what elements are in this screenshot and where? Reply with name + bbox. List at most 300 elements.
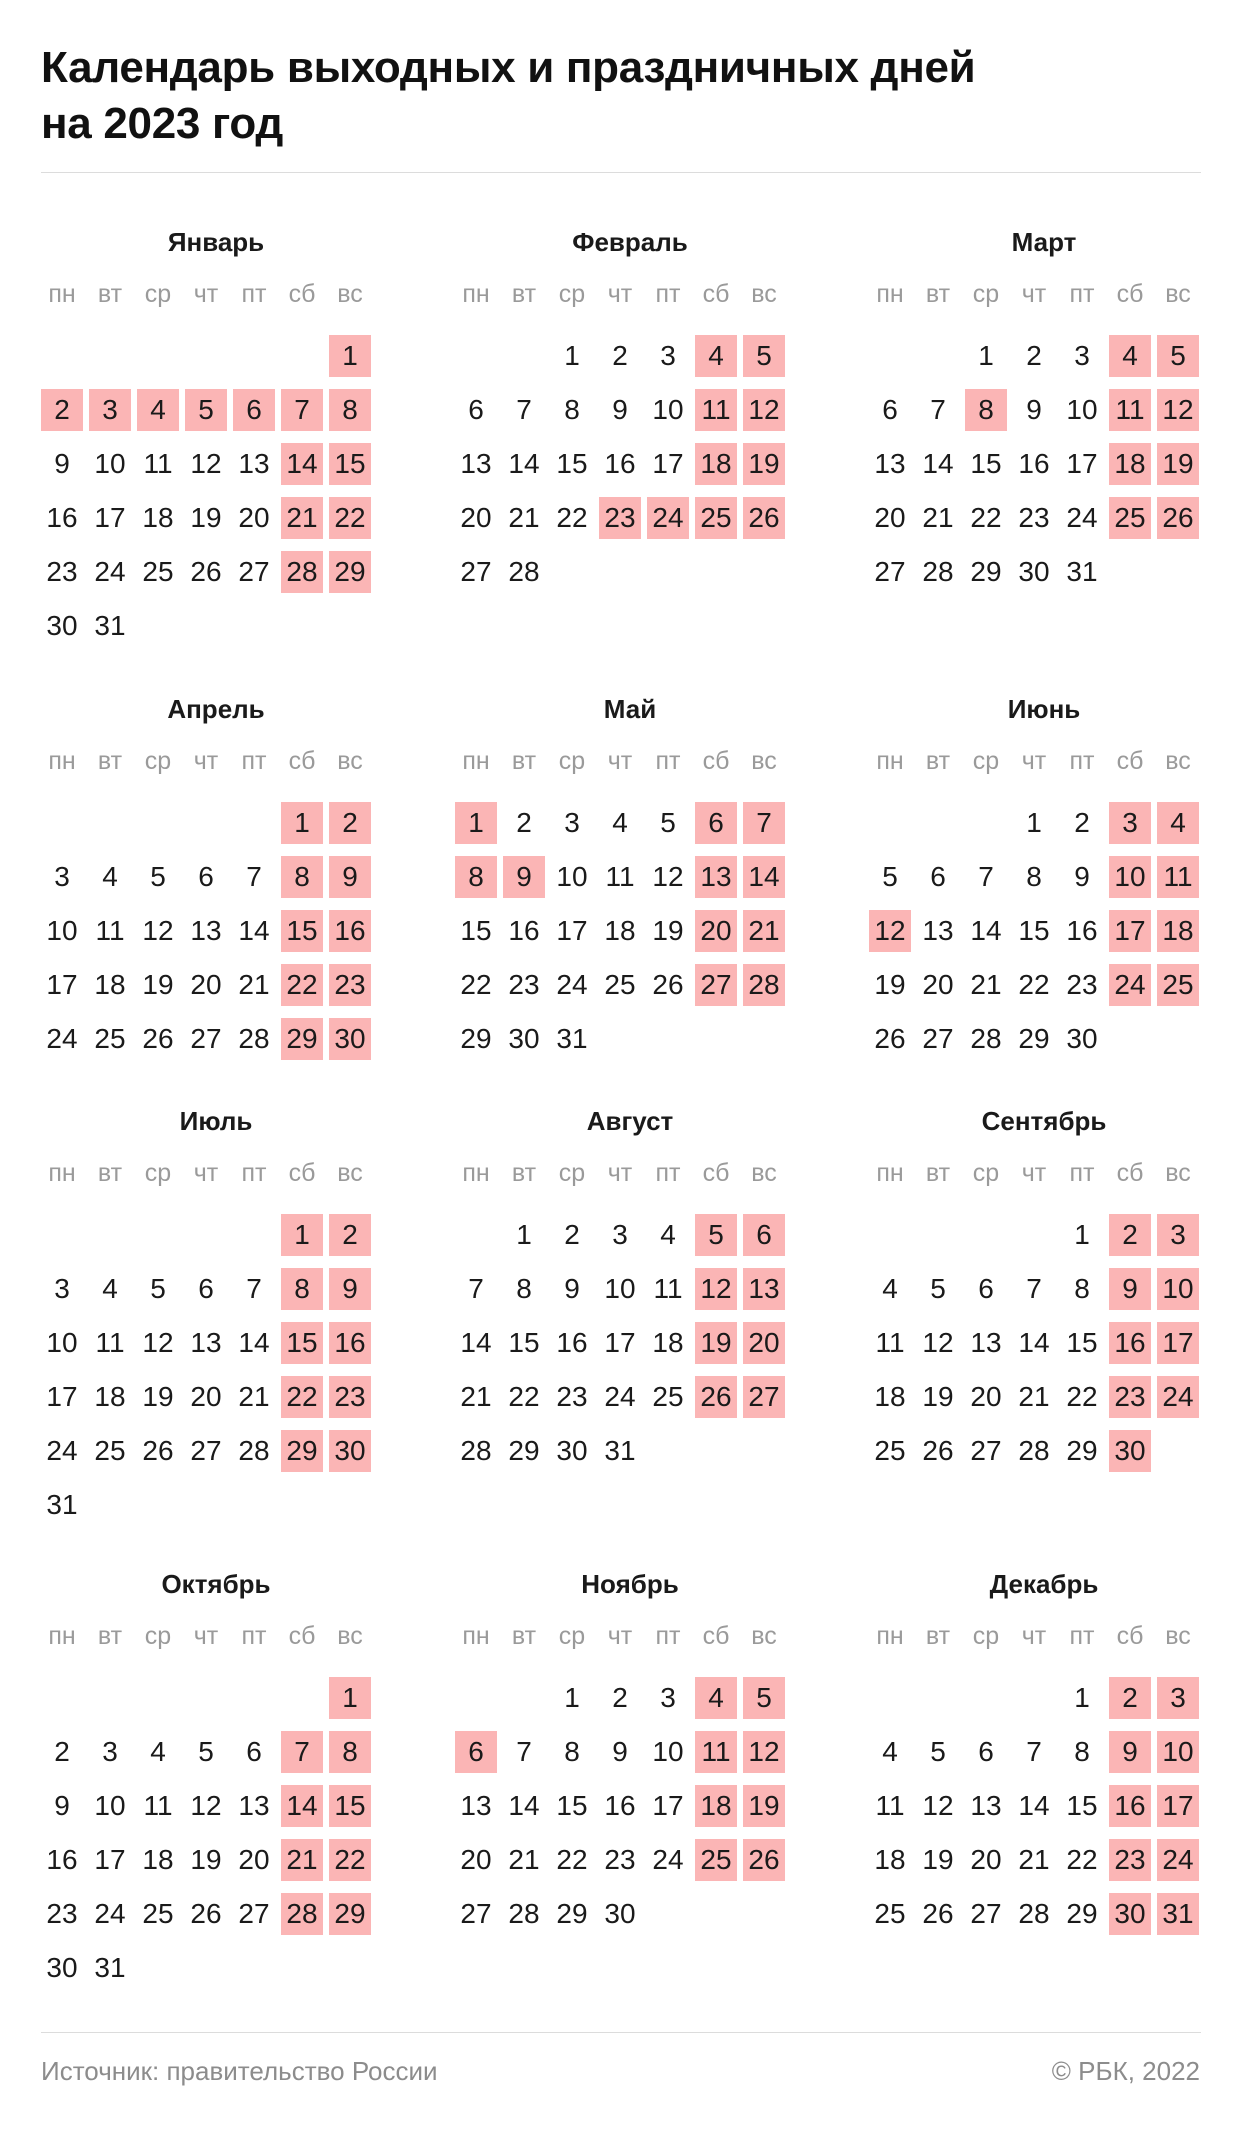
- month-name: Март: [1011, 227, 1077, 257]
- day-cell: 3: [54, 1273, 70, 1304]
- day-cell: 7: [1026, 1273, 1042, 1304]
- weekday-label: чт: [1021, 280, 1047, 308]
- day-cell: 3: [564, 807, 580, 838]
- day-cell: 19: [874, 969, 906, 1000]
- day-cell: 15: [508, 1327, 540, 1358]
- day-cell-holiday: 23: [1109, 1839, 1151, 1881]
- day-cell: 13: [460, 448, 492, 479]
- day-cell: 8: [516, 1273, 532, 1304]
- day-cell-holiday: 16: [329, 1322, 371, 1364]
- weekday-label: ср: [558, 1159, 586, 1187]
- day-cell: 17: [652, 1790, 684, 1821]
- day-cell: 20: [970, 1844, 1002, 1875]
- day-cell: 24: [46, 1435, 78, 1466]
- weekday-label: вс: [337, 747, 363, 775]
- weekday-label: сб: [288, 280, 316, 308]
- day-cell: 26: [190, 556, 222, 587]
- day-cell: 3: [612, 1219, 628, 1250]
- day-cell: 26: [922, 1898, 954, 1929]
- day-cell-holiday: 25: [1157, 964, 1199, 1006]
- day-cell: 28: [922, 556, 954, 587]
- day-cell-holiday: 23: [1109, 1376, 1151, 1418]
- top-divider: [41, 172, 1201, 173]
- day-cell: 2: [1074, 807, 1090, 838]
- day-cell: 13: [970, 1327, 1002, 1358]
- day-cell: 29: [508, 1435, 540, 1466]
- weekday-label: вс: [751, 280, 777, 308]
- day-cell: 11: [143, 448, 173, 479]
- day-cell: 20: [190, 1381, 222, 1412]
- day-cell: 26: [652, 969, 684, 1000]
- day-cell: 14: [238, 915, 270, 946]
- weekday-label: вт: [925, 747, 951, 775]
- month-name: Август: [586, 1106, 674, 1136]
- day-cell: 29: [556, 1898, 588, 1929]
- day-cell: 18: [652, 1327, 684, 1358]
- day-cell-holiday: 28: [281, 551, 323, 593]
- day-cell: 28: [238, 1435, 270, 1466]
- day-cell: 19: [142, 1381, 174, 1412]
- day-cell: 19: [142, 969, 174, 1000]
- day-cell: 27: [922, 1023, 954, 1054]
- day-cell: 13: [970, 1790, 1002, 1821]
- day-cell: 16: [604, 448, 636, 479]
- day-cell-holiday: 29: [329, 551, 371, 593]
- day-cell: 23: [1066, 969, 1098, 1000]
- weekday-label: вт: [97, 1159, 123, 1187]
- day-cell-holiday: 19: [743, 1785, 785, 1827]
- day-cell: 12: [922, 1790, 954, 1821]
- day-cell: 1: [1026, 807, 1042, 838]
- day-cell: 28: [460, 1435, 492, 1466]
- day-cell: 2: [54, 1736, 70, 1767]
- day-cell-holiday: 11: [695, 389, 737, 431]
- day-cell: 3: [660, 340, 676, 371]
- day-cell: 27: [190, 1023, 222, 1054]
- day-cell: 12: [142, 915, 174, 946]
- day-cell: 12: [922, 1327, 954, 1358]
- day-cell-holiday: 10: [1157, 1268, 1199, 1310]
- month-name: Апрель: [167, 694, 265, 724]
- copyright-note: © РБК, 2022: [1051, 2056, 1200, 2086]
- day-cell: 4: [660, 1219, 676, 1250]
- weekday-label: вт: [511, 1622, 537, 1650]
- weekday-label: чт: [607, 1622, 633, 1650]
- day-cell: 1: [516, 1219, 532, 1250]
- day-cell-holiday: 25: [695, 497, 737, 539]
- day-cell-holiday: 13: [695, 856, 737, 898]
- weekday-label: ср: [972, 747, 1000, 775]
- day-cell-holiday: 15: [281, 1322, 323, 1364]
- day-cell: 19: [190, 1844, 222, 1875]
- day-cell: 18: [142, 502, 174, 533]
- weekday-label: сб: [702, 1622, 730, 1650]
- day-cell: 27: [238, 556, 270, 587]
- weekday-label: пт: [241, 747, 267, 775]
- weekday-label: пт: [655, 280, 681, 308]
- day-cell: 14: [970, 915, 1002, 946]
- day-cell-holiday: 22: [281, 1376, 323, 1418]
- day-cell: 9: [54, 1790, 70, 1821]
- day-cell: 26: [190, 1898, 222, 1929]
- day-cell-holiday: 1: [329, 1677, 371, 1719]
- day-cell: 21: [1018, 1844, 1050, 1875]
- weekday-label: чт: [607, 1159, 633, 1187]
- day-cell: 3: [54, 861, 70, 892]
- day-cell-holiday: 24: [1109, 964, 1151, 1006]
- day-cell-holiday: 1: [455, 802, 497, 844]
- day-cell: 5: [882, 861, 898, 892]
- day-cell: 1: [978, 340, 994, 371]
- day-cell: 10: [652, 1736, 684, 1767]
- day-cell-holiday: 4: [695, 1677, 737, 1719]
- day-cell: 21: [970, 969, 1002, 1000]
- day-cell: 20: [460, 502, 492, 533]
- day-cell: 27: [970, 1898, 1002, 1929]
- weekday-label: чт: [193, 280, 219, 308]
- day-cell: 18: [874, 1381, 906, 1412]
- day-cell-holiday: 12: [1157, 389, 1199, 431]
- page-title-line-2: на 2023 год: [41, 99, 284, 148]
- day-cell-holiday: 18: [695, 443, 737, 485]
- weekday-label: пн: [876, 747, 904, 775]
- weekday-label: сб: [288, 1159, 316, 1187]
- weekday-label: пн: [462, 280, 490, 308]
- day-cell: 27: [460, 556, 492, 587]
- day-cell: 21: [508, 502, 540, 533]
- day-cell-holiday: 9: [329, 856, 371, 898]
- day-cell: 27: [970, 1435, 1002, 1466]
- weekday-label: ср: [144, 747, 172, 775]
- day-cell: 24: [94, 556, 126, 587]
- weekday-label: ср: [144, 280, 172, 308]
- day-cell: 1: [1074, 1219, 1090, 1250]
- month-name: Февраль: [572, 227, 688, 257]
- day-cell: 25: [604, 969, 636, 1000]
- weekday-label: сб: [1116, 747, 1144, 775]
- day-cell: 16: [1066, 915, 1098, 946]
- day-cell: 20: [190, 969, 222, 1000]
- day-cell: 5: [660, 807, 676, 838]
- weekday-label: сб: [1116, 280, 1144, 308]
- day-cell: 4: [102, 1273, 118, 1304]
- day-cell: 6: [978, 1273, 994, 1304]
- day-cell: 25: [874, 1898, 906, 1929]
- day-cell: 11: [875, 1790, 905, 1821]
- day-cell: 28: [1018, 1898, 1050, 1929]
- day-cell-holiday: 24: [647, 497, 689, 539]
- day-cell-holiday: 30: [329, 1018, 371, 1060]
- day-cell-holiday: 23: [329, 1376, 371, 1418]
- day-cell: 11: [95, 915, 125, 946]
- weekday-label: пн: [462, 1159, 490, 1187]
- day-cell: 8: [564, 394, 580, 425]
- day-cell: 9: [1074, 861, 1090, 892]
- day-cell: 10: [46, 915, 78, 946]
- day-cell-holiday: 29: [329, 1893, 371, 1935]
- day-cell-holiday: 7: [281, 1731, 323, 1773]
- weekday-label: чт: [1021, 1622, 1047, 1650]
- weekday-label: вс: [1165, 1159, 1191, 1187]
- month-name: Ноябрь: [581, 1569, 679, 1599]
- weekday-label: вс: [337, 280, 363, 308]
- day-cell-holiday: 18: [695, 1785, 737, 1827]
- day-cell: 6: [198, 861, 214, 892]
- day-cell: 7: [516, 394, 532, 425]
- day-cell: 13: [238, 1790, 270, 1821]
- day-cell: 20: [238, 502, 270, 533]
- day-cell: 10: [94, 448, 126, 479]
- day-cell: 15: [556, 448, 588, 479]
- day-cell-holiday: 30: [1109, 1430, 1151, 1472]
- day-cell-holiday: 31: [1157, 1893, 1199, 1935]
- day-cell: 28: [970, 1023, 1002, 1054]
- day-cell: 24: [604, 1381, 636, 1412]
- weekday-label: вт: [97, 747, 123, 775]
- day-cell: 13: [190, 915, 222, 946]
- day-cell: 14: [1018, 1327, 1050, 1358]
- day-cell-holiday: 3: [1109, 802, 1151, 844]
- source-note: Источник: правительство России: [41, 2056, 438, 2086]
- day-cell: 23: [46, 556, 78, 587]
- day-cell: 7: [1026, 1736, 1042, 1767]
- day-cell: 24: [1066, 502, 1098, 533]
- day-cell: 20: [874, 502, 906, 533]
- day-cell: 4: [150, 1736, 166, 1767]
- weekday-label: пт: [1069, 1622, 1095, 1650]
- day-cell-holiday: 5: [695, 1214, 737, 1256]
- day-cell-holiday: 3: [89, 389, 131, 431]
- day-cell-holiday: 14: [281, 1785, 323, 1827]
- day-cell: 19: [652, 915, 684, 946]
- day-cell-holiday: 4: [137, 389, 179, 431]
- month-name: Октябрь: [161, 1569, 271, 1599]
- day-cell: 22: [1066, 1381, 1098, 1412]
- weekday-label: сб: [702, 747, 730, 775]
- day-cell: 14: [508, 1790, 540, 1821]
- day-cell: 25: [142, 1898, 174, 1929]
- day-cell: 6: [198, 1273, 214, 1304]
- weekday-label: пт: [241, 280, 267, 308]
- day-cell: 5: [150, 861, 166, 892]
- month-name: Июнь: [1007, 694, 1081, 724]
- day-cell-holiday: 21: [743, 910, 785, 952]
- day-cell: 6: [930, 861, 946, 892]
- day-cell: 21: [238, 1381, 270, 1412]
- day-cell-holiday: 27: [743, 1376, 785, 1418]
- day-cell: 18: [604, 915, 636, 946]
- day-cell: 13: [922, 915, 954, 946]
- weekday-label: вс: [337, 1159, 363, 1187]
- day-cell-holiday: 17: [1109, 910, 1151, 952]
- day-cell-holiday: 19: [743, 443, 785, 485]
- day-cell-holiday: 9: [503, 856, 545, 898]
- day-cell-holiday: 8: [281, 1268, 323, 1310]
- day-cell: 18: [874, 1844, 906, 1875]
- weekday-label: пн: [48, 747, 76, 775]
- day-cell: 13: [238, 448, 270, 479]
- day-cell-holiday: 15: [329, 443, 371, 485]
- day-cell: 15: [460, 915, 492, 946]
- day-cell: 21: [460, 1381, 492, 1412]
- weekday-label: вт: [511, 280, 537, 308]
- weekday-label: вс: [751, 747, 777, 775]
- day-cell: 10: [556, 861, 588, 892]
- day-cell-holiday: 13: [743, 1268, 785, 1310]
- day-cell-holiday: 22: [329, 497, 371, 539]
- day-cell: 17: [94, 1844, 126, 1875]
- day-cell: 11: [653, 1273, 683, 1304]
- day-cell: 3: [660, 1682, 676, 1713]
- day-cell: 10: [1066, 394, 1098, 425]
- day-cell-holiday: 12: [695, 1268, 737, 1310]
- day-cell: 16: [604, 1790, 636, 1821]
- day-cell-holiday: 8: [455, 856, 497, 898]
- day-cell: 29: [1066, 1898, 1098, 1929]
- day-cell-holiday: 1: [281, 802, 323, 844]
- day-cell-holiday: 26: [695, 1376, 737, 1418]
- day-cell: 31: [94, 1952, 126, 1983]
- day-cell: 25: [94, 1435, 126, 1466]
- weekday-label: ср: [558, 747, 586, 775]
- day-cell-holiday: 18: [1109, 443, 1151, 485]
- day-cell-holiday: 19: [1157, 443, 1199, 485]
- day-cell: 30: [46, 610, 78, 641]
- weekday-label: пт: [1069, 747, 1095, 775]
- day-cell-holiday: 15: [329, 1785, 371, 1827]
- day-cell-holiday: 11: [1109, 389, 1151, 431]
- day-cell: 22: [556, 1844, 588, 1875]
- day-cell: 15: [556, 1790, 588, 1821]
- day-cell: 29: [1066, 1435, 1098, 1466]
- day-cell: 6: [468, 394, 484, 425]
- day-cell-holiday: 6: [233, 389, 275, 431]
- day-cell-holiday: 10: [1109, 856, 1151, 898]
- day-cell: 7: [246, 1273, 262, 1304]
- day-cell: 20: [460, 1844, 492, 1875]
- weekday-label: пн: [48, 280, 76, 308]
- weekday-label: чт: [1021, 1159, 1047, 1187]
- day-cell: 7: [930, 394, 946, 425]
- day-cell: 23: [46, 1898, 78, 1929]
- day-cell: 29: [460, 1023, 492, 1054]
- day-cell: 27: [238, 1898, 270, 1929]
- day-cell-holiday: 2: [1109, 1214, 1151, 1256]
- day-cell-holiday: 8: [965, 389, 1007, 431]
- weekday-label: вс: [337, 1622, 363, 1650]
- day-cell: 11: [875, 1327, 905, 1358]
- day-cell-holiday: 24: [1157, 1839, 1199, 1881]
- day-cell-holiday: 5: [1157, 335, 1199, 377]
- day-cell: 19: [922, 1381, 954, 1412]
- day-cell: 8: [1026, 861, 1042, 892]
- weekday-label: вт: [97, 280, 123, 308]
- day-cell: 1: [1074, 1682, 1090, 1713]
- day-cell: 11: [605, 861, 635, 892]
- day-cell-holiday: 24: [1157, 1376, 1199, 1418]
- day-cell: 16: [46, 1844, 78, 1875]
- weekday-label: вс: [751, 1159, 777, 1187]
- day-cell-holiday: 12: [869, 910, 911, 952]
- day-cell: 14: [238, 1327, 270, 1358]
- bottom-divider: [41, 2032, 1201, 2033]
- day-cell: 23: [604, 1844, 636, 1875]
- day-cell: 8: [564, 1736, 580, 1767]
- day-cell-holiday: 10: [1157, 1731, 1199, 1773]
- day-cell-holiday: 30: [329, 1430, 371, 1472]
- weekday-label: вт: [925, 280, 951, 308]
- day-cell: 7: [246, 861, 262, 892]
- day-cell: 31: [604, 1435, 636, 1466]
- day-cell: 30: [46, 1952, 78, 1983]
- day-cell: 27: [190, 1435, 222, 1466]
- day-cell: 3: [1074, 340, 1090, 371]
- day-cell: 19: [922, 1844, 954, 1875]
- day-cell-holiday: 2: [41, 389, 83, 431]
- day-cell: 6: [978, 1736, 994, 1767]
- weekday-label: сб: [702, 280, 730, 308]
- weekday-label: пт: [655, 747, 681, 775]
- day-cell: 16: [508, 915, 540, 946]
- weekday-label: вт: [511, 747, 537, 775]
- day-cell-holiday: 9: [329, 1268, 371, 1310]
- day-cell: 10: [604, 1273, 636, 1304]
- weekday-label: вт: [97, 1622, 123, 1650]
- day-cell-holiday: 1: [329, 335, 371, 377]
- weekday-label: пт: [1069, 280, 1095, 308]
- weekday-label: сб: [702, 1159, 730, 1187]
- day-cell: 9: [612, 394, 628, 425]
- day-cell: 6: [882, 394, 898, 425]
- day-cell: 5: [150, 1273, 166, 1304]
- day-cell: 15: [1066, 1790, 1098, 1821]
- weekday-label: пн: [876, 280, 904, 308]
- day-cell-holiday: 5: [185, 389, 227, 431]
- day-cell: 14: [1018, 1790, 1050, 1821]
- day-cell-holiday: 2: [329, 802, 371, 844]
- day-cell: 24: [94, 1898, 126, 1929]
- day-cell: 9: [1026, 394, 1042, 425]
- day-cell-holiday: 12: [743, 1731, 785, 1773]
- day-cell: 13: [190, 1327, 222, 1358]
- page-title-line-1: Календарь выходных и праздничных дней: [41, 43, 976, 92]
- day-cell: 4: [882, 1736, 898, 1767]
- day-cell: 27: [460, 1898, 492, 1929]
- day-cell: 28: [508, 1898, 540, 1929]
- day-cell: 17: [556, 915, 588, 946]
- day-cell: 4: [102, 861, 118, 892]
- day-cell: 5: [930, 1273, 946, 1304]
- day-cell-holiday: 29: [281, 1018, 323, 1060]
- day-cell: 17: [604, 1327, 636, 1358]
- day-cell-holiday: 25: [1109, 497, 1151, 539]
- day-cell-holiday: 11: [695, 1731, 737, 1773]
- weekday-label: ср: [972, 1159, 1000, 1187]
- month-name: Сентябрь: [981, 1106, 1107, 1136]
- day-cell: 27: [874, 556, 906, 587]
- day-cell-holiday: 9: [1109, 1731, 1151, 1773]
- day-cell-holiday: 20: [743, 1322, 785, 1364]
- page-title: [41, 40, 1181, 152]
- day-cell-holiday: 16: [1109, 1785, 1151, 1827]
- day-cell: 25: [94, 1023, 126, 1054]
- weekday-label: ср: [558, 280, 586, 308]
- day-cell: 10: [46, 1327, 78, 1358]
- day-cell: 23: [556, 1381, 588, 1412]
- weekday-label: чт: [193, 747, 219, 775]
- day-cell: 9: [612, 1736, 628, 1767]
- day-cell: 25: [652, 1381, 684, 1412]
